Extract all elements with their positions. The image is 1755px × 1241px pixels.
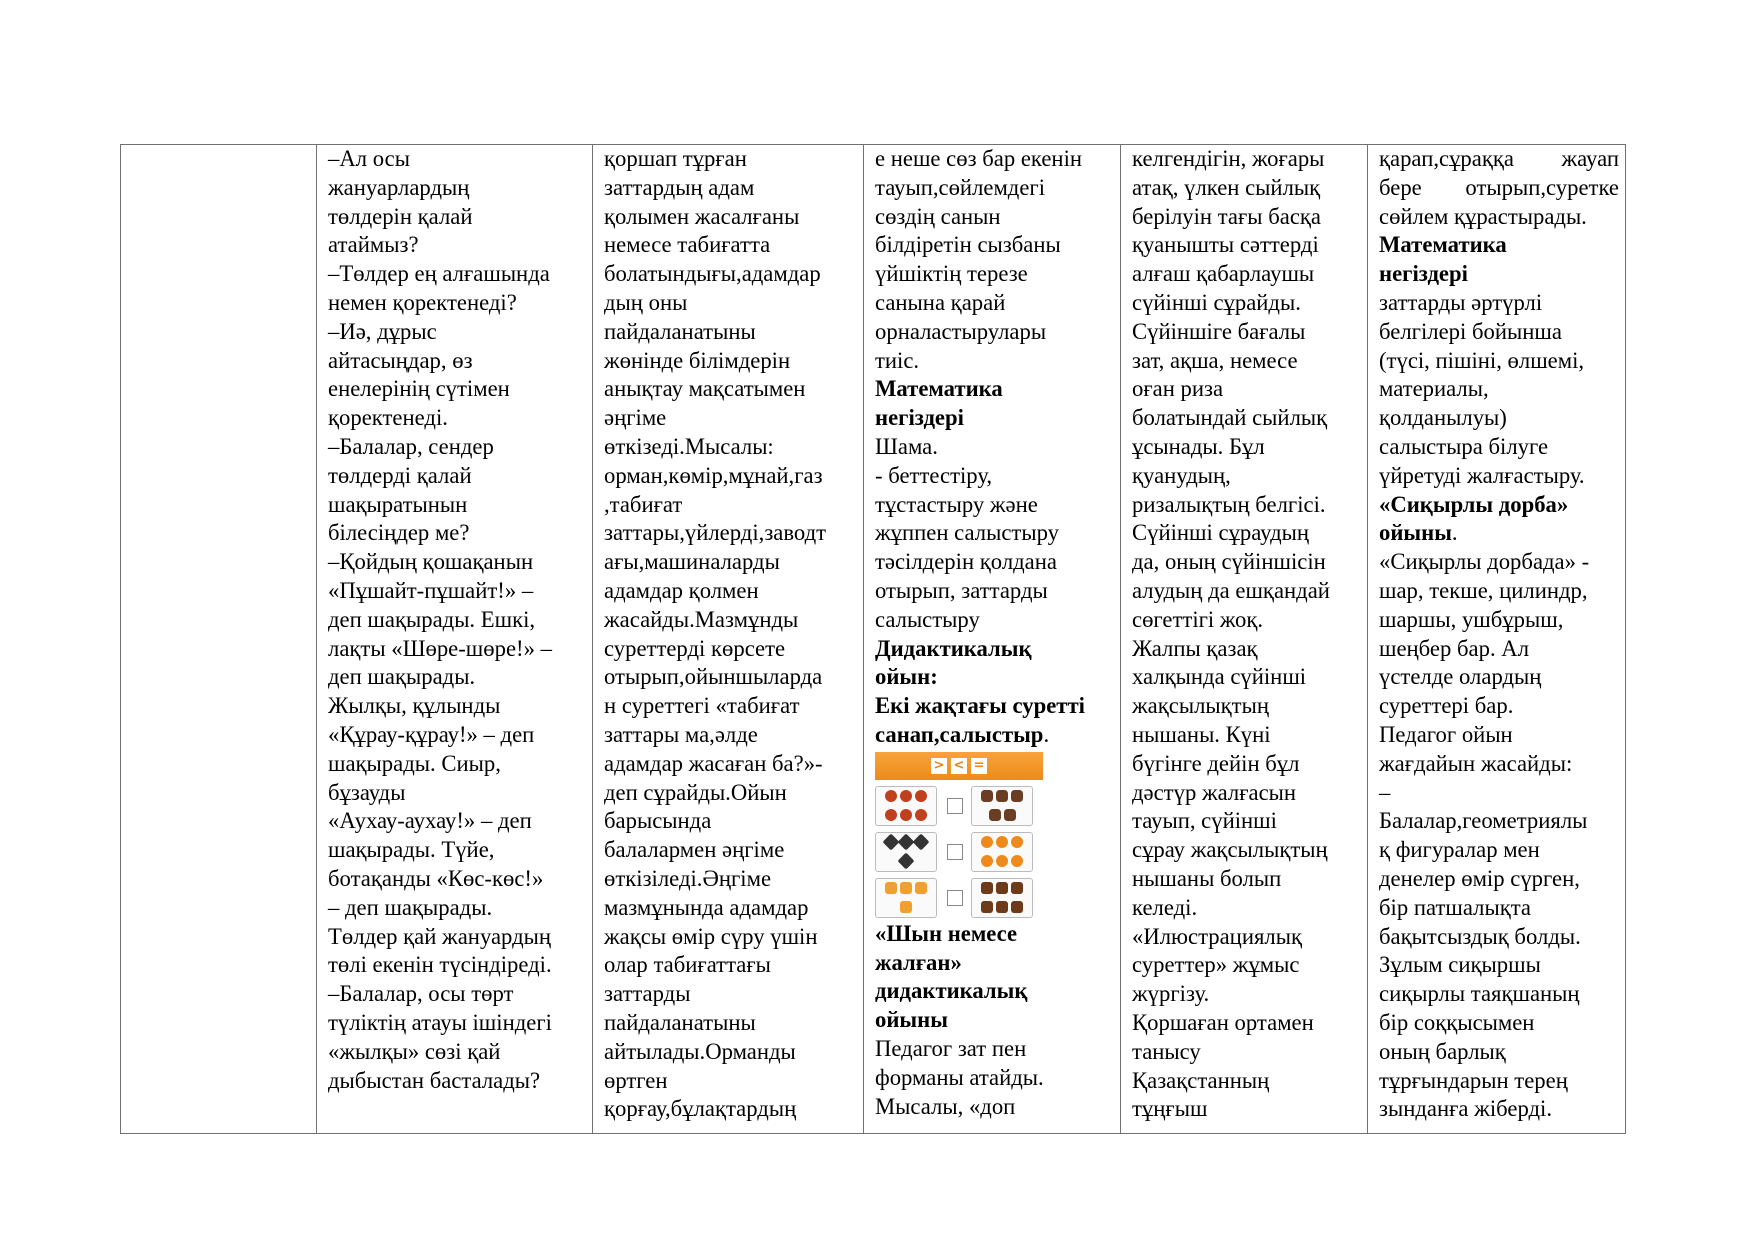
text-line: анықтау мақсатымен — [604, 376, 806, 402]
bread-group-icon — [875, 878, 937, 918]
text-line: шақырады. Түйе, — [328, 837, 495, 863]
cell-math-games — [864, 145, 1121, 1134]
text-line: нышаны болып — [1132, 865, 1282, 891]
lesson-plan-table — [120, 144, 1626, 1134]
text-line: Зұлым сиқыршы — [1379, 952, 1541, 978]
cell-suyinshi-tradition — [1121, 145, 1368, 1134]
text-line: тауып, сүйінші — [1132, 808, 1277, 834]
text-line: Жалпы қазақ — [1132, 635, 1258, 661]
text-line: немен қоректенеді? — [328, 289, 517, 315]
text-line: пайдаланатыны — [604, 1009, 756, 1035]
text-line: жалған» — [875, 949, 962, 975]
text-line: сүйінші сұрайды. — [1132, 289, 1301, 315]
text-line: жануарлардың — [328, 174, 470, 200]
text-line: санына қарай — [875, 289, 1006, 315]
text-line: қарап,сұраққа жауап — [1379, 146, 1619, 171]
text-line: (түсі, пішіні, өлшемі, — [1379, 347, 1585, 373]
text-line: ризалықтың белгісі. — [1132, 491, 1326, 517]
text-line: бір патшалықта — [1379, 894, 1531, 920]
text-line: «Аухау-аухау!» – деп — [328, 808, 532, 834]
text-line: –Төлдер ең алғашында — [328, 261, 550, 287]
text-line: «Шын немесе — [875, 920, 1018, 946]
text-line: –Қойдың қошақанын — [328, 549, 534, 575]
text-line: Шама. — [875, 433, 938, 459]
text-line: қуанудың, — [1132, 462, 1231, 488]
equals-icon: = — [971, 758, 987, 774]
oranges-group-icon — [971, 832, 1033, 872]
heading-true-false-game — [875, 920, 1114, 1035]
nuts-group-icon — [971, 786, 1033, 826]
game-row — [875, 878, 1043, 918]
text-line: ойын: — [875, 664, 938, 690]
text-line: қоректенеді. — [328, 405, 448, 431]
text-line: сұрау жақсылықтың — [1132, 837, 1328, 863]
text-line: шар, текше, цилиндр, — [1379, 577, 1588, 603]
text-line: алудың да ешқандай — [1132, 577, 1330, 603]
text-line: немесе табиғатта — [604, 232, 771, 258]
cell-text — [875, 1035, 1114, 1121]
text-line: Жылқы, құлынды — [328, 693, 501, 719]
text-line: зынданға жіберді. — [1379, 1096, 1553, 1122]
text-line: лақты «Шөре-шөре!» – — [328, 635, 552, 661]
text-line: шеңбер бар. Ал — [1379, 635, 1530, 661]
text-line: айтасыңдар, өз — [328, 347, 473, 373]
text-line: –Балалар, сендер — [328, 433, 494, 459]
text-line: сөйлем құрастырады. — [1379, 203, 1587, 229]
text-line: ,табиғат — [604, 491, 683, 517]
text-line: жасайды.Мазмұнды — [604, 606, 799, 632]
text-line: тәсілдерін қолдана — [875, 549, 1057, 575]
cell-text — [875, 145, 1114, 375]
cell-text — [604, 145, 857, 1124]
text-line: тұрғындарын терең — [1379, 1067, 1568, 1093]
text-line: нышаны. Күні — [1132, 721, 1271, 747]
text-line: деп шақырады. — [328, 664, 476, 690]
text-line: адамдар қолмен — [604, 577, 759, 603]
text-line: заттардың адам — [604, 174, 755, 200]
text-line: қуанышты сәттерді — [1132, 232, 1319, 258]
text-line: бақытсыздық болды. — [1379, 923, 1581, 949]
text-line: дыбыстан басталады? — [328, 1067, 541, 1093]
text-line: Дидактикалық — [875, 635, 1032, 661]
text-line: негіздері — [875, 405, 964, 431]
text-line: жұппен салыстыру — [875, 520, 1059, 546]
text-line: деп сұрайды.Ойын — [604, 779, 787, 805]
text-line: –Балалар, осы төрт — [328, 981, 514, 1007]
cell-text — [1132, 145, 1361, 1124]
text-line: бүгінге дейін бұл — [1132, 750, 1300, 776]
text-line: – деп шақырады. — [328, 894, 493, 920]
text-line: балалармен әңгіме — [604, 837, 785, 863]
shapes-group-icon — [875, 832, 937, 872]
text-line: Мысалы, «доп — [875, 1093, 1016, 1119]
text-line: Математика — [875, 376, 1003, 402]
text-line: материалы, — [1379, 376, 1489, 402]
text-line: сөгеттігі жоқ. — [1132, 606, 1264, 632]
empty-cell — [121, 145, 317, 1134]
text-line: білдіретін сызбаны — [875, 232, 1061, 258]
text-line: жақсы өмір сүру үшін — [604, 923, 818, 949]
text-line: да, оның сүйіншісін — [1132, 549, 1326, 575]
greater-than-icon: > — [931, 758, 947, 774]
text-line: «жылқы» сөзі қай — [328, 1038, 501, 1064]
text-line: болатындығы,адамдар — [604, 261, 821, 287]
text-line: қорғау,бұлақтардың — [604, 1096, 797, 1122]
text-line: суреттері бар. — [1379, 693, 1514, 719]
text-line: ағы,машиналарды — [604, 549, 780, 575]
text-line: заттары,үйлерді,заводт — [604, 520, 827, 546]
text-line: дидактикалық — [875, 978, 1028, 1004]
text-line: сөздің санын — [875, 203, 1001, 229]
text-line: отырып, заттарды — [875, 577, 1048, 603]
text-line: білесіңдер ме? — [328, 520, 470, 546]
heading-line: «Сиқырлы дорба» — [1379, 491, 1569, 517]
text-line: өткізеді.Мысалы: — [604, 433, 774, 459]
text-line: «Илюстрациялық — [1132, 923, 1302, 949]
text-line: айтылады.Орманды — [604, 1038, 796, 1064]
text-line: әңгіме — [604, 405, 667, 431]
text-line: ботақанды «Көс-көс!» — [328, 865, 544, 891]
cell-text — [328, 145, 586, 1095]
text-line: тұстастыру және — [875, 491, 1038, 517]
cell-text — [875, 433, 1114, 635]
text-line: н суреттегі «табиғат — [604, 693, 800, 719]
text-line: жағдайын жасайды: — [1379, 750, 1573, 776]
text-line: е неше сөз бар екенін — [875, 146, 1083, 171]
heading-math-basics — [1379, 231, 1619, 289]
text-line: тауып,сөйлемдегі — [875, 174, 1046, 200]
text-line: жақсылықтың — [1132, 693, 1269, 719]
heading-line: санап,салыстыр. — [875, 721, 1050, 747]
cell-nature-objects — [593, 145, 864, 1134]
text-line: сиқырлы таяқшаның — [1379, 981, 1580, 1007]
text-line: түліктің атауы ішіндегі — [328, 1009, 552, 1035]
text-line: тұңғыш — [1132, 1096, 1208, 1122]
text-line: Балалар,геометриялы — [1379, 808, 1588, 834]
text-line: атақ, үлкен сыйлық — [1132, 174, 1321, 200]
text-line: берілуін тағы басқа — [1132, 203, 1321, 229]
text-line: Сүйінші сұраудың — [1132, 520, 1310, 546]
text-line: «Құрау-құрау!» – деп — [328, 721, 535, 747]
text-line: Екі жақтағы суретті — [875, 693, 1085, 719]
text-line: деп шақырады. Ешкі, — [328, 606, 536, 632]
text-line: ойыны — [875, 1007, 948, 1033]
text-line: өртген — [604, 1067, 668, 1093]
text-line: Қазақстанның — [1132, 1067, 1270, 1093]
text-line: форманы атайды. — [875, 1064, 1044, 1090]
text-line: заттарды — [604, 981, 691, 1007]
text-line: зат, ақша, немесе — [1132, 347, 1298, 373]
text-line: Сүйіншіге бағалы — [1132, 318, 1306, 344]
text-line: шақырады. Сиыр, — [328, 750, 501, 776]
text-line: денелер өмір сүрген, — [1379, 865, 1580, 891]
text-line: келгендігін, жоғары — [1132, 146, 1325, 171]
cell-text — [1379, 289, 1619, 491]
text-line: төлдерін қалай — [328, 203, 473, 229]
text-line: үйшіктің терезе — [875, 261, 1028, 287]
cell-text — [1379, 548, 1619, 1124]
text-line: заттары ма,әлде — [604, 721, 758, 747]
answer-box — [947, 844, 963, 860]
text-line: «Сиқырлы дорбада» - — [1379, 549, 1590, 575]
text-line: барысында — [604, 808, 712, 834]
text-line: болатындай сыйлық — [1132, 405, 1328, 431]
text-line: заттарды әртүрлі — [1379, 289, 1543, 315]
game-row — [875, 832, 1043, 872]
text-line: алғаш қабарлаушы — [1132, 261, 1315, 287]
leaves-group-icon — [875, 786, 937, 826]
text-line: адамдар жасаған ба?»- — [604, 750, 823, 776]
text-line: төлдерді қалай — [328, 462, 472, 488]
text-line: Педагог зат пен — [875, 1035, 1027, 1061]
text-line: өткізіледі.Әңгіме — [604, 865, 772, 891]
table-row — [121, 145, 1626, 1134]
text-line: олар табиғаттағы — [604, 952, 771, 978]
text-line: қ фигуралар мен — [1379, 837, 1540, 863]
chocolate-group-icon — [971, 878, 1033, 918]
text-line: енелерінің сүтімен — [328, 376, 510, 402]
text-line: негіздері — [1379, 261, 1468, 287]
heading-magic-bag — [1379, 491, 1619, 549]
text-line: үстелде олардың — [1379, 664, 1542, 690]
game-toolbar — [875, 752, 1043, 780]
text-line: орналастырулары — [875, 318, 1047, 344]
heading-math-basics — [875, 375, 1114, 433]
text-line: –Ал осы — [328, 146, 410, 171]
text-line: Қоршаған ортамен — [1132, 1009, 1314, 1035]
text-line: дың оны — [604, 289, 688, 315]
text-line: ұсынады. Бұл — [1132, 433, 1265, 459]
text-line: қолымен жасалғаны — [604, 203, 800, 229]
text-line: төлі екенін түсіндіреді. — [328, 952, 552, 978]
text-line: Төлдер қай жануардың — [328, 923, 552, 949]
text-line: отырып,ойыншыларда — [604, 664, 823, 690]
answer-box — [947, 890, 963, 906]
compare-game-image — [875, 752, 1043, 918]
text-line: суреттерді көрсете — [604, 635, 786, 661]
text-line: шақыратынын — [328, 491, 468, 517]
text-line: тиіс. — [875, 347, 920, 373]
text-line: келеді. — [1132, 894, 1198, 920]
game-row — [875, 786, 1043, 826]
text-line: үйретуді жалғастыру. — [1379, 462, 1585, 488]
text-line: мазмұнында адамдар — [604, 894, 809, 920]
text-line: оған риза — [1132, 376, 1224, 402]
text-line: дәстүр жалғасын — [1132, 779, 1297, 805]
text-line: шаршы, ушбұрыш, — [1379, 606, 1564, 632]
text-line: бұзауды — [328, 779, 406, 805]
text-line: салыстыру — [875, 606, 980, 632]
text-line: Математика — [1379, 232, 1507, 258]
text-line: қоршап тұрған — [604, 146, 747, 171]
text-line: белгілері бойынша — [1379, 318, 1562, 344]
text-line: суреттер» жұмыс — [1132, 952, 1300, 978]
text-line: пайдаланатыны — [604, 318, 756, 344]
heading-didactic-game — [875, 635, 1114, 721]
cell-text — [1379, 145, 1619, 231]
text-line: бере отырып,суретке — [1379, 174, 1619, 200]
text-line: атаймыз? — [328, 232, 419, 258]
text-line: «Пұшайт-пұшайт!» – — [328, 577, 534, 603]
text-line: орман,көмір,мұнай,газ — [604, 462, 823, 488]
text-line: бір соққысымен — [1379, 1009, 1535, 1035]
cell-magic-bag-game — [1368, 145, 1626, 1134]
text-line: қолданылуы) — [1379, 405, 1507, 431]
text-line: жүргізу. — [1132, 981, 1210, 1007]
heading-line: ойыны. — [1379, 520, 1458, 546]
text-line: жөнінде білімдерін — [604, 347, 791, 373]
text-line: Педагог ойын — [1379, 721, 1513, 747]
less-than-icon: < — [951, 758, 967, 774]
text-line: – — [1379, 779, 1391, 805]
text-line: халқында сүйінші — [1132, 664, 1307, 690]
text-line: –Иә, дұрыс — [328, 318, 437, 344]
text-line: оның барлық — [1379, 1038, 1506, 1064]
cell-animal-young — [317, 145, 593, 1134]
text-line: салыстыра білуге — [1379, 433, 1549, 459]
text-line: - беттестіру, — [875, 462, 993, 488]
answer-box — [947, 798, 963, 814]
text-line: танысу — [1132, 1038, 1201, 1064]
